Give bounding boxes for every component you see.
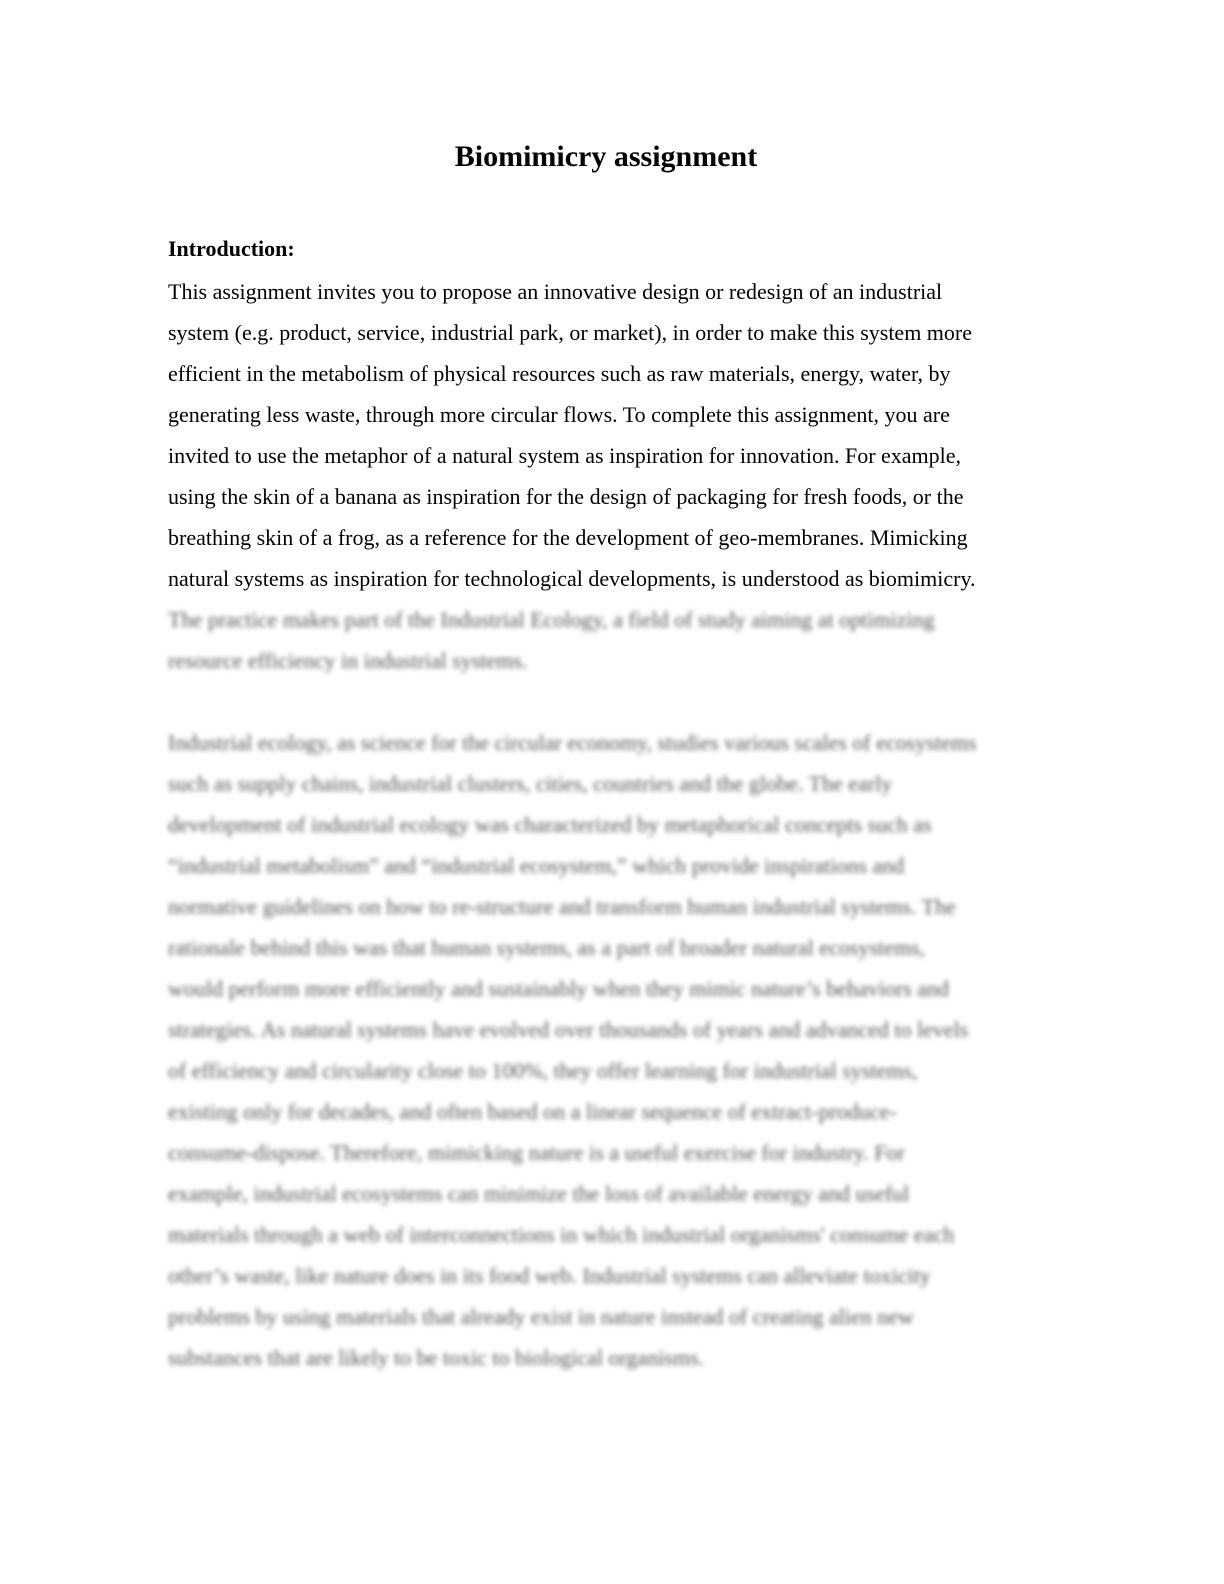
blurred-text-line: such as supply chains, industrial clusters, cities, countries and the globe. The early [168,771,893,796]
introduction-paragraph [168,271,976,599]
blurred-text-line: consume-dispose. Therefore, mimicking nature is a useful exercise for industry. For [168,1140,905,1165]
blurred-text-line: resource efficiency in industrial systems. [168,648,528,673]
text-line: system (e.g. product, service, industrial park, or market), in order to make this system more [168,320,973,345]
blurred-text-line: materials through a web of interconnections in which industrial organisms' consume each [168,1222,955,1247]
blurred-text-line: strategies. As natural systems have evolved over thousands of years and advanced to levels [168,1017,969,1042]
text-line: using the skin of a banana as inspiration for the design of packaging for fresh foods, or the [168,484,964,509]
blurred-text-line: existing only for decades, and often based on a linear sequence of extract-produce- [168,1099,897,1124]
introduction-heading: Introduction: [168,236,295,261]
document-title: Biomimicry assignment [454,140,758,173]
blurred-text-line: “industrial metabolism” and “industrial ecosystem,” which provide inspirations and [168,853,905,878]
blurred-paragraph [168,722,976,1378]
blurred-text-line: development of industrial ecology was characterized by metaphorical concepts such as [168,812,932,837]
blurred-text-line: normative guidelines on how to re-structure and transform human industrial systems. The [168,894,956,919]
blurred-text-line: of efficiency and circularity close to 100%, they offer learning for industrial systems, [168,1058,918,1083]
blurred-text-line: example, industrial ecosystems can minimize the loss of available energy and useful [168,1181,910,1206]
blurred-introduction-tail [168,599,935,681]
text-line: efficient in the metabolism of physical resources such as raw materials, energy, water, by [168,361,951,386]
text-line: This assignment invites you to propose an innovative design or redesign of an industrial [168,279,943,304]
text-line: natural systems as inspiration for technological developments, is understood as biomimicry. [168,566,976,591]
text-line: invited to use the metaphor of a natural system as inspiration for innovation. For example, [168,443,962,468]
text-line: breathing skin of a frog, as a reference for the development of geo-membranes. Mimicking [168,525,968,550]
blurred-text-line: other’s waste, like nature does in its food web. Industrial systems can alleviate toxicity [168,1263,931,1288]
blurred-text-line: substances that are likely to be toxic to biological organisms. [168,1345,705,1370]
text-line: generating less waste, through more circular flows. To complete this assignment, you are [168,402,950,427]
blurred-text-line: would perform more efficiently and sustainably when they mimic nature’s behaviors and [168,976,949,1001]
blurred-text-line: Industrial ecology, as science for the circular economy, studies various scales of ecosystems [168,730,977,755]
blurred-text-line: The practice makes part of the Industrial Ecology, a field of study aiming at optimizing [168,607,935,632]
blurred-text-line: problems by using materials that already exist in nature instead of creating alien new [168,1304,914,1329]
blurred-text-line: rationale behind this was that human systems, as a part of broader natural ecosystems, [168,935,925,960]
